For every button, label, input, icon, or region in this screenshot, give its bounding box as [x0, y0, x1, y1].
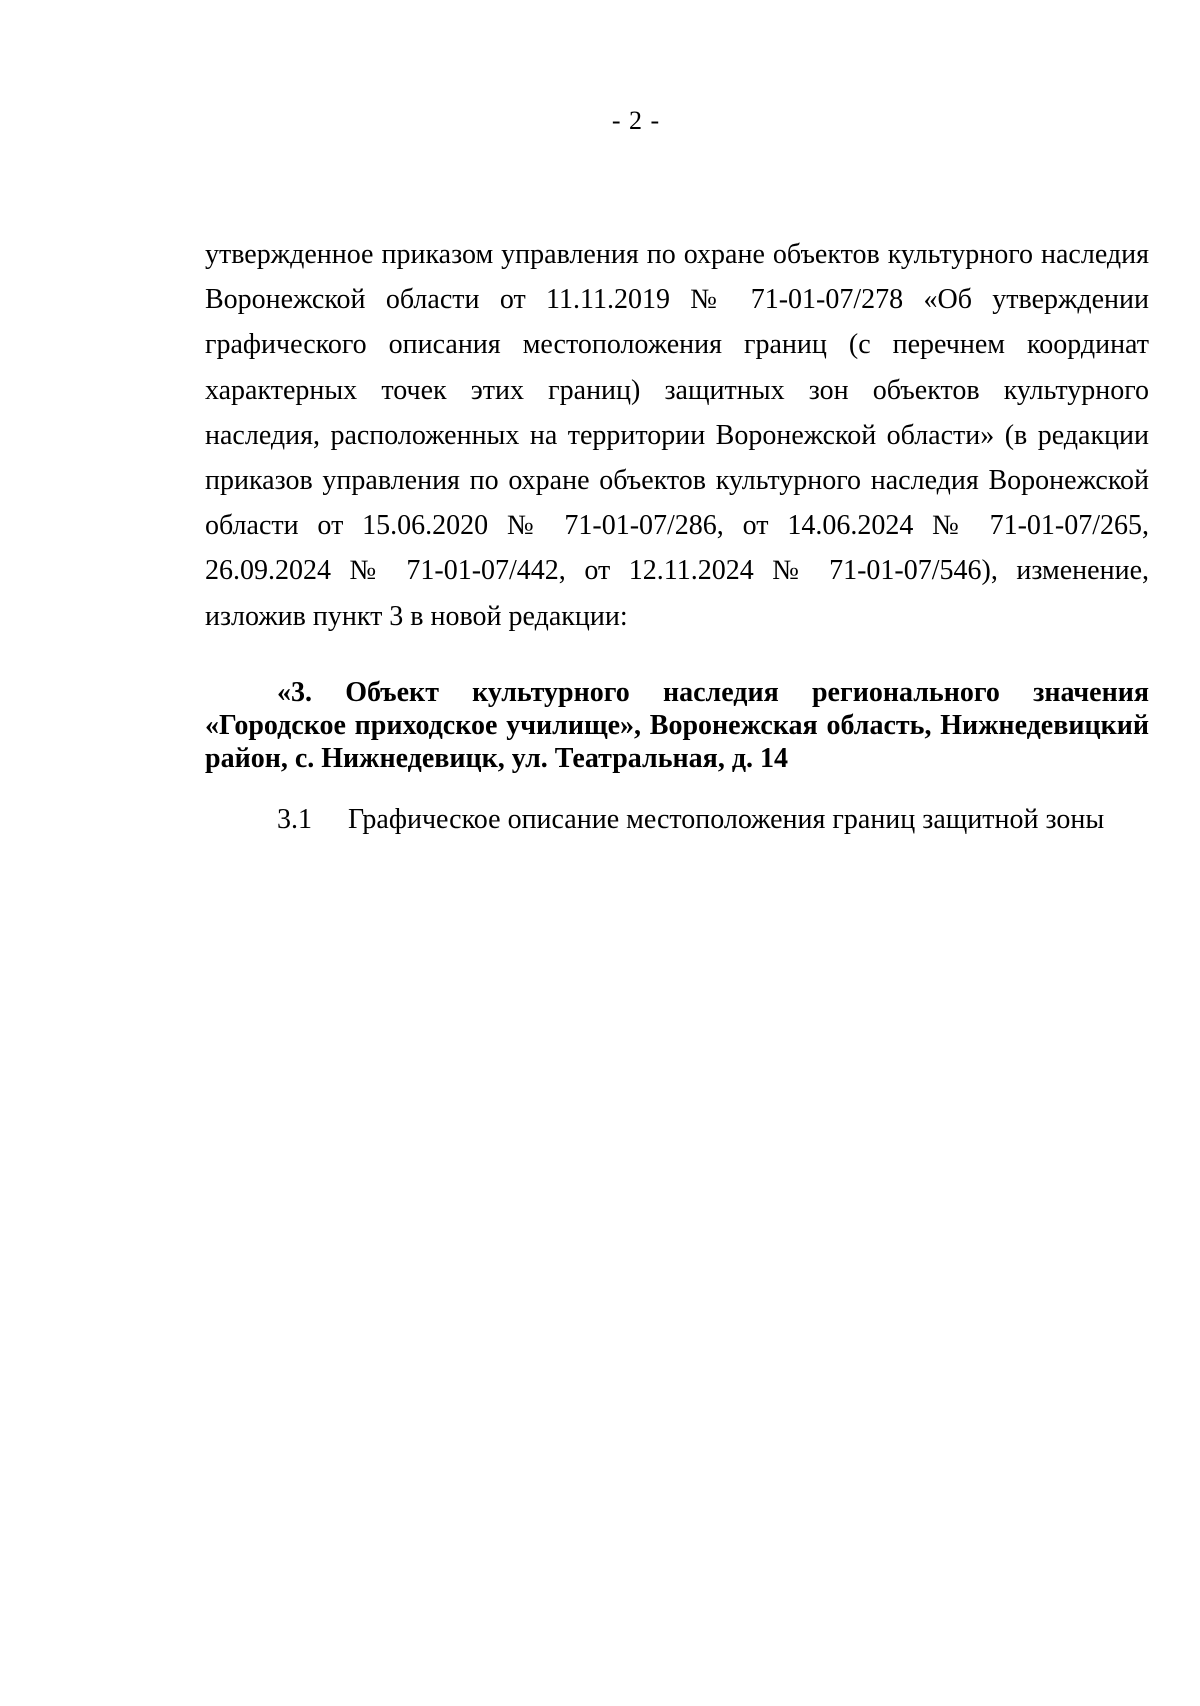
- subsection-heading: [277, 802, 1157, 838]
- subsection-text: Графическое описание местоположения границ защитной зоны: [348, 804, 1105, 835]
- page-number: - 2 -: [611, 106, 661, 135]
- amendment-title: «3. Объект культурного наследия регионального значения «Городское приходское училище», Воронежская область, Нижнедевицкий район, с. Нижнедевицк, ул. Театральная, д. 14: [205, 677, 1149, 774]
- body-paragraph: утвержденное приказом управления по охране объектов культурного наследия Воронежской области от 11.11.2019 № 71-01-07/278 «Об утверждении графического описания местоположения границ (с перечнем координат характерных точек этих границ) защитных зон объектов культурного наследия, расположенных на территории Воронежской области» (в редакции приказов управления по охране объектов культурного наследия Воронежской области от 15.06.2020 № 71-01-07/286, от 14.06.2024 № 71-01-07/265, 26.09.2024 № 71-01-07/442, от 12.11.2024 № 71-01-07/546), изменение, изложив пункт 3 в новой редакции:: [205, 239, 1149, 632]
- subsection-number: 3.1: [277, 804, 312, 835]
